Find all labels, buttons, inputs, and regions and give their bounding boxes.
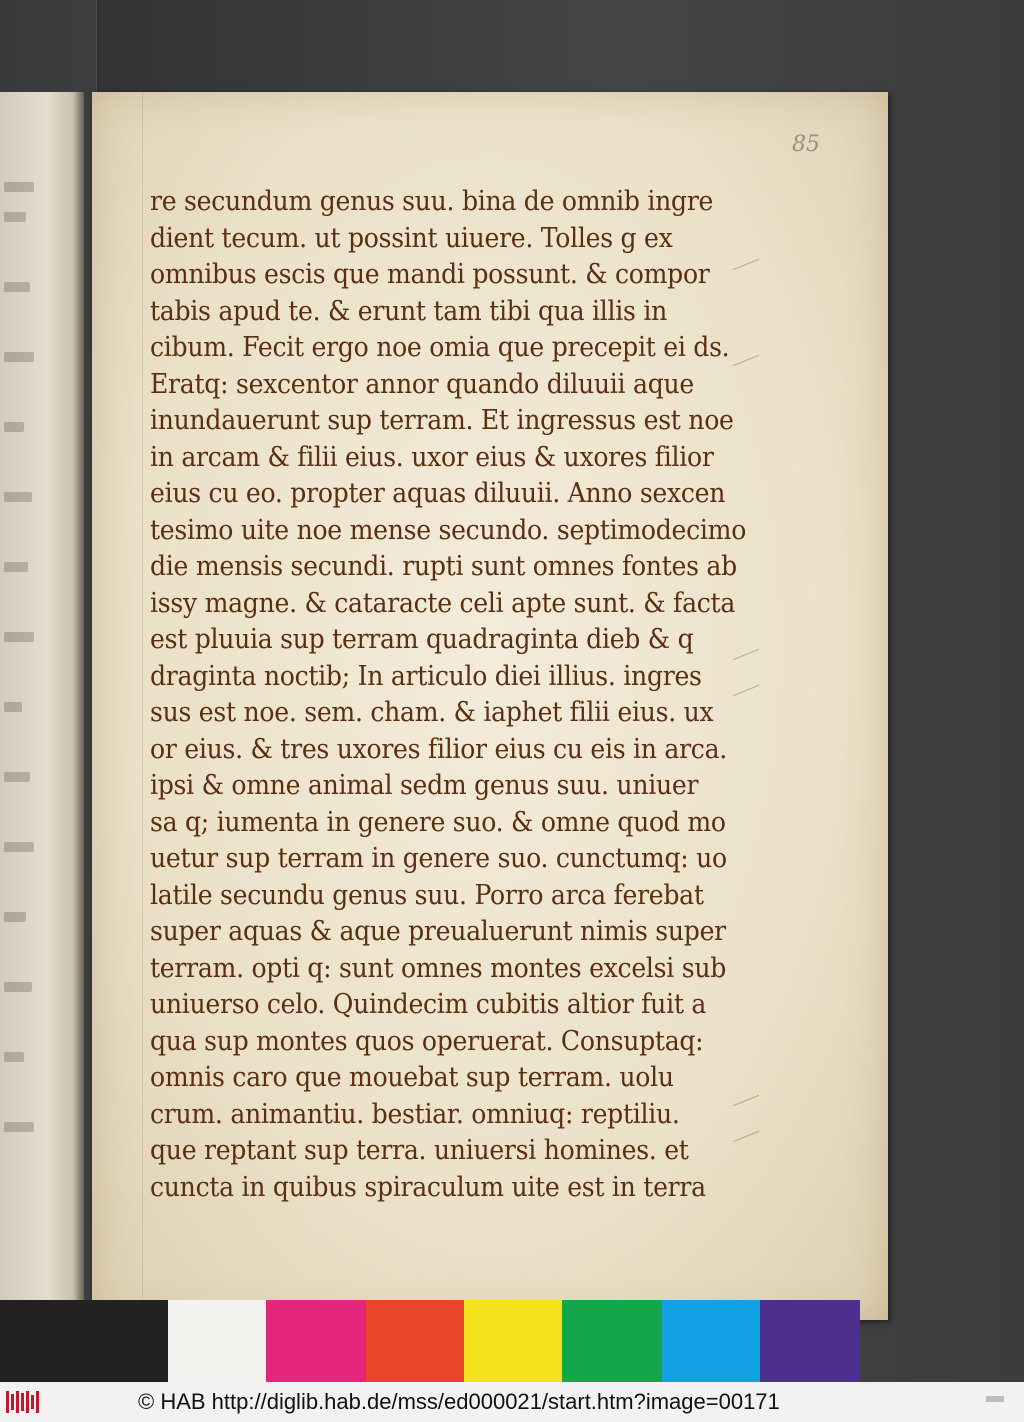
text-line: sus est noe. sem. cham. & iaphet filii eius. ux xyxy=(150,697,714,728)
color-swatch xyxy=(266,1300,366,1382)
text-line: tesimo uite noe mense secundo. septimodecimo xyxy=(150,514,747,546)
text-line: super aquas & aque preualuerunt nimis super xyxy=(150,916,726,947)
color-swatch xyxy=(760,1300,860,1382)
color-swatch xyxy=(464,1300,562,1382)
footer-bar xyxy=(0,1382,1024,1422)
text-line: issy magne. & cataracte celi apte sunt. & facta xyxy=(150,587,736,619)
text-line: uetur sup terram in genere suo. cunctumq: uo xyxy=(150,843,727,874)
color-swatch xyxy=(662,1300,760,1382)
text-line: in arcam & filii eius. uxor eius & uxores filior xyxy=(150,441,714,473)
text-line: sa q; iumenta in genere suo. & omne quod mo xyxy=(150,806,726,838)
text-line: est pluuia sup terram quadraginta dieb & q xyxy=(150,624,694,655)
text-line: que reptant sup terra. uniuersi homines. et xyxy=(150,1135,689,1166)
color-swatch xyxy=(0,1300,168,1382)
text-line: dient tecum. ut possint uiuere. Tolles g ex xyxy=(150,222,673,254)
text-line: die mensis secundi. rupti sunt omnes fontes ab xyxy=(150,551,737,582)
color-swatch xyxy=(168,1300,266,1382)
glass-plate xyxy=(0,0,97,1382)
text-line: re secundum genus suu. bina de omnib ingre xyxy=(150,186,714,217)
text-line: terram. opti q: sunt omnes montes excelsi sub xyxy=(150,952,727,984)
text-line: latile secundu genus suu. Porro arca ferebat xyxy=(150,879,704,911)
text-line: qua sup montes quos operuerat. Consuptaq: xyxy=(150,1025,704,1057)
footer-credit-link[interactable]: © HAB http://diglib.hab.de/mss/ed000021/start.htm?image=00171 xyxy=(138,1389,780,1414)
text-line: cibum. Fecit ergo noe omia que precepit ei ds. xyxy=(150,332,730,363)
text-line: omnibus escis que mandi possunt. & compor xyxy=(150,259,710,290)
hab-logo-icon xyxy=(6,1390,42,1414)
manuscript-page xyxy=(92,92,888,1320)
color-swatch xyxy=(562,1300,662,1382)
folio-number: 85 xyxy=(792,132,820,157)
text-line: ipsi & omne animal sedm genus suu. uniuer xyxy=(150,770,699,801)
text-line: or eius. & tres uxores filior eius cu eis in arca. xyxy=(150,733,727,765)
text-line: inundauerunt sup terram. Et ingressus est noe xyxy=(150,405,734,436)
margin-ruling xyxy=(142,92,143,1320)
text-line: omnis caro que mouebat sup terram. uolu xyxy=(150,1062,674,1093)
manuscript-text xyxy=(150,184,800,1206)
text-line: eius cu eo. propter aquas diluuii. Anno sexcen xyxy=(150,478,726,509)
text-line: Eratq: sexcentor annor quando diluuii aque xyxy=(150,368,694,400)
color-swatch xyxy=(366,1300,464,1382)
text-line: crum. animantiu. bestiar. omniuq: reptiliu. xyxy=(150,1098,680,1130)
footer-mark xyxy=(986,1396,1004,1402)
color-calibration-chart xyxy=(0,1300,960,1382)
text-line: uniuerso celo. Quindecim cubitis altior fuit a xyxy=(150,989,707,1020)
text-line: cuncta in quibus spiraculum uite est in terra xyxy=(150,1171,706,1203)
text-line: draginta noctib; In articulo diei illius. ingres xyxy=(150,660,702,692)
text-line: tabis apud te. & erunt tam tibi qua illis in xyxy=(150,295,668,327)
